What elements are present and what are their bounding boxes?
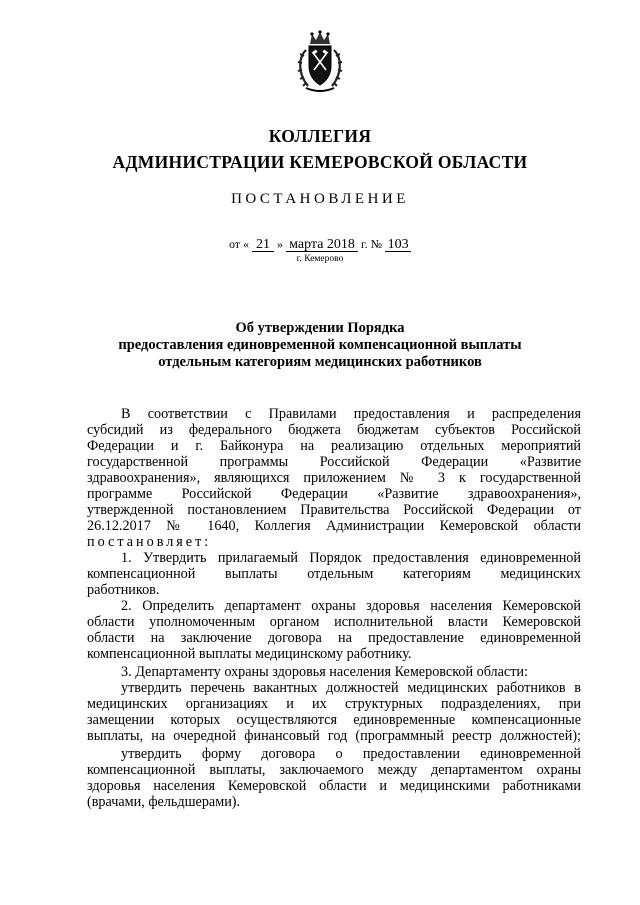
body-line: выплаты, на очередной финансовый год (программный реестр должностей); <box>87 728 581 744</box>
body-line: замещении которых осуществляются единовременные компенсационные <box>87 712 581 728</box>
body-line: компенсационной выплаты отдельным категориям медицинских <box>87 566 581 582</box>
body-line: В соответствии с Правилами предоставления и распределения <box>121 406 581 422</box>
year-suffix: г. <box>361 237 368 251</box>
document-type: ПОСТАНОВЛЕНИЕ <box>231 191 409 207</box>
body-line: области уполномоченным органом исполнительной власти Кемеровской <box>87 614 581 630</box>
body-line: компенсационной выплаты медицинскому работнику. <box>87 646 412 662</box>
day: 21 <box>252 238 274 252</box>
body-line: утвердить форму договора о предоставлении единовременной <box>121 746 581 762</box>
body-line: государственной программы Российской Федерации «Развитие <box>87 454 581 470</box>
number-prefix: № <box>370 237 383 251</box>
body-line: 26.12.2017 № 1640, Коллегия Администрации Кемеровской области <box>87 518 581 534</box>
title-line-2: предоставления единовременной компенсационной выплаты <box>118 337 522 353</box>
body-line: утвержденной постановлением Правительства Российской Федерации от <box>87 502 581 518</box>
body-line: программе Российской Федерации «Развитие здравоохранения», <box>87 486 581 502</box>
city: г. Кемерово <box>296 254 344 264</box>
date-line <box>0 237 640 252</box>
month-year <box>286 238 358 252</box>
body-line: утвердить перечень вакантных должностей медицинских работников в <box>121 680 581 696</box>
body-line: постановляет: <box>87 534 212 550</box>
body-line: области на заключение договора на предоставление единовременной <box>87 630 581 646</box>
body-line: работников. <box>87 582 160 598</box>
day-close: » <box>277 237 284 251</box>
body-line: здоровья населения Кемеровской области и медицинскими работниками <box>87 778 581 794</box>
kemerovo-coat-of-arms-icon <box>296 30 344 94</box>
month: марта <box>289 237 324 252</box>
year: 2018 <box>326 237 355 252</box>
body-line: 3. Департаменту охраны здоровья населения Кемеровской области: <box>121 664 528 680</box>
date-prefix: от « <box>228 237 250 251</box>
body-line: здравоохранения», являющихся приложением № 3 к государственной <box>87 470 581 486</box>
body-line: медицинских организациях и их структурных подразделениях, при <box>87 696 581 712</box>
org-line-2: АДМИНИСТРАЦИИ КЕМЕРОВСКОЙ ОБЛАСТИ <box>112 152 528 172</box>
title-line-1: Об утверждении Порядка <box>235 320 405 336</box>
body-line: 2. Определить департамент охраны здоровья населения Кемеровской <box>121 598 581 614</box>
body-line: субсидий из федерального бюджета бюджетам субъектов Российской <box>87 422 581 438</box>
body-line: Федерации и г. Байконура на реализацию отдельных мероприятий <box>87 438 581 454</box>
body-line: (врачами, фельдшерами). <box>87 794 241 810</box>
body-line: компенсационной выплаты, заключаемого между департаментом охраны <box>87 762 581 778</box>
title-line-3: отдельным категориям медицинских работников <box>158 354 482 370</box>
org-line-1: КОЛЛЕГИЯ <box>268 126 372 146</box>
document-number: 103 <box>385 238 411 252</box>
body-line: 1. Утвердить прилагаемый Порядок предоставления единовременной <box>121 550 581 566</box>
